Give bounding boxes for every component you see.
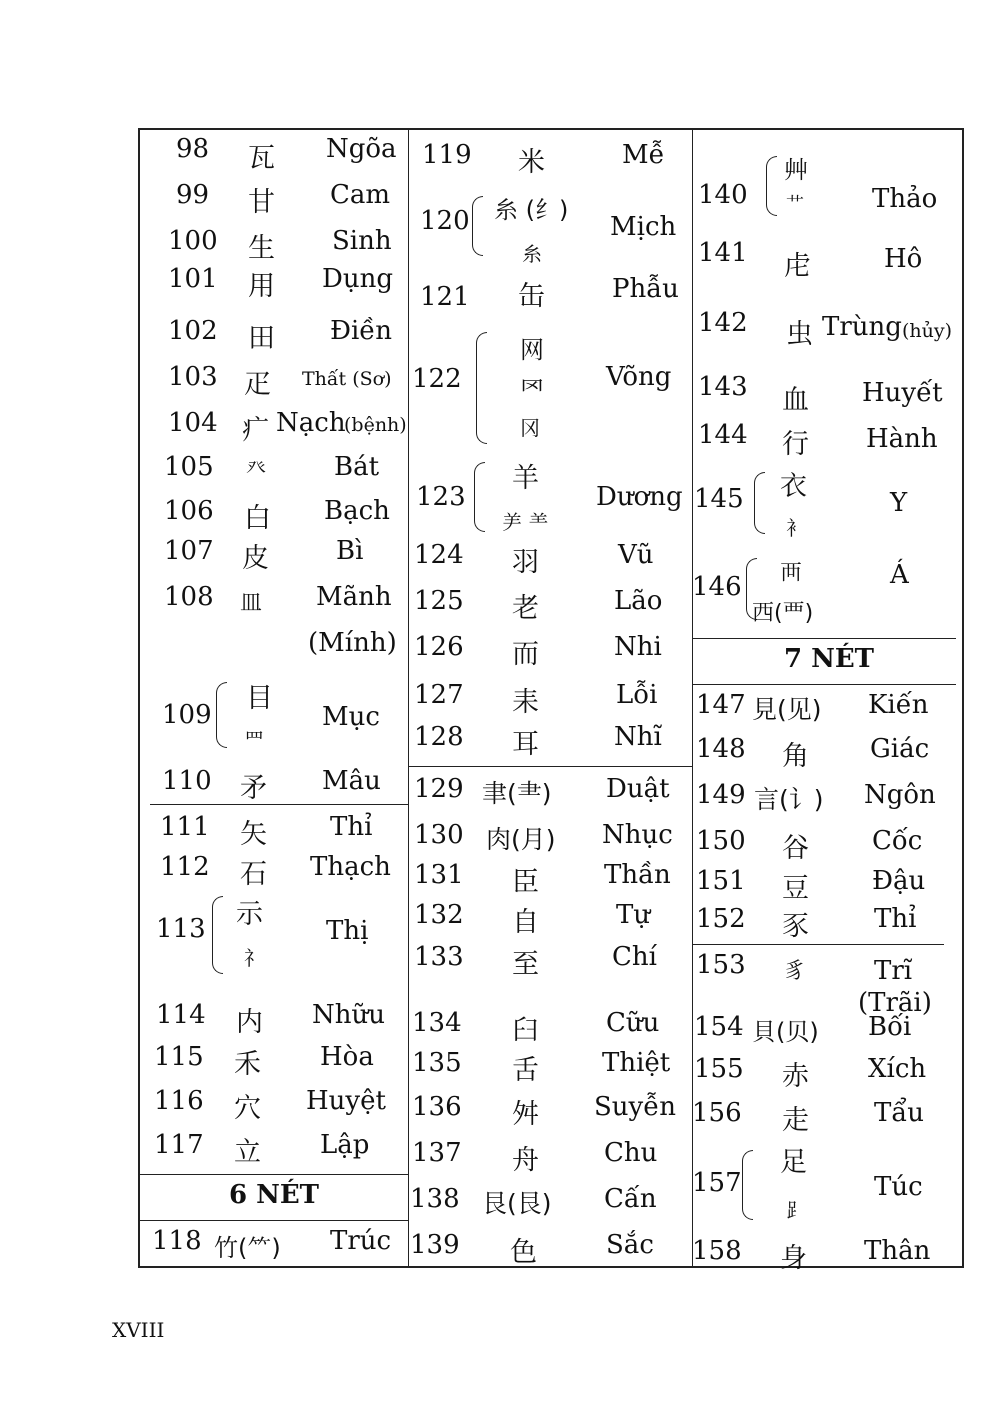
divider xyxy=(140,1174,408,1175)
radical-number: 119 xyxy=(422,140,472,170)
radical-number: 109 xyxy=(162,700,212,730)
radical-character: 矛 xyxy=(240,773,267,804)
column-2 xyxy=(408,130,693,1266)
radical-name: Giác xyxy=(870,734,930,764)
radical-number: 143 xyxy=(698,372,748,402)
radical-number: 133 xyxy=(414,942,464,972)
radical-name: Thân xyxy=(864,1236,931,1266)
radical-number: 112 xyxy=(160,852,210,882)
radical-character: 色 xyxy=(510,1237,537,1268)
radical-character: 聿(⺻) xyxy=(482,779,552,808)
radical-character: 走 xyxy=(782,1105,809,1136)
radical-number: 147 xyxy=(696,690,746,720)
radical-number: 125 xyxy=(414,586,464,616)
radical-character: 虍 xyxy=(784,251,811,282)
radical-character: 舌 xyxy=(512,1055,539,1086)
divider xyxy=(150,804,408,805)
radical-name: Mịch xyxy=(610,212,677,242)
radical-character: 穴 xyxy=(234,1093,261,1124)
radical-name: Tự xyxy=(616,900,651,930)
radical-character: 瓦 xyxy=(248,143,275,174)
radical-character: 禾 xyxy=(234,1049,261,1080)
radical-name: Kiến xyxy=(868,690,929,720)
radical-character: 豕 xyxy=(782,911,809,942)
radical-number: 105 xyxy=(164,452,214,482)
radical-number: 127 xyxy=(414,680,464,710)
radical-number: 130 xyxy=(414,820,464,850)
radical-name: Y xyxy=(890,488,908,518)
radical-number: 154 xyxy=(694,1012,744,1042)
radical-note: (hủy) xyxy=(902,320,953,342)
radical-name: Trùng xyxy=(822,312,902,342)
radical-note: (bệnh) xyxy=(344,414,407,436)
radical-name: Duật xyxy=(606,774,670,804)
radical-number: 146 xyxy=(692,572,742,602)
radical-name: Thảo xyxy=(872,184,938,214)
radical-number: 128 xyxy=(414,722,464,752)
radical-character: 耒 xyxy=(512,687,539,718)
brace xyxy=(472,196,483,256)
radical-name: Phẫu xyxy=(612,274,679,304)
radical-character: 行 xyxy=(782,429,809,460)
brace xyxy=(754,472,765,534)
radical-character: 羽 xyxy=(512,547,539,578)
radical-name: Thỉ xyxy=(330,812,373,842)
radical-character: 用 xyxy=(248,271,275,302)
radical-number: 113 xyxy=(156,914,206,944)
radical-character: 耳 xyxy=(512,729,539,760)
radical-character: 至 xyxy=(512,949,539,980)
radical-character: 身 xyxy=(780,1243,807,1274)
radical-name: Xích xyxy=(868,1054,927,1084)
radical-number: 157 xyxy=(692,1168,742,1198)
radical-character: 襾 xyxy=(780,561,803,586)
radical-character: 舛 xyxy=(512,1099,539,1130)
radical-number: 104 xyxy=(168,408,218,438)
radical-name: Đậu xyxy=(872,866,926,896)
radical-number: 145 xyxy=(694,484,744,514)
divider xyxy=(692,638,956,639)
radical-number: 148 xyxy=(696,734,746,764)
radical-character: 皿 xyxy=(240,591,263,616)
radical-name: Thiệt xyxy=(602,1048,671,1078)
radical-character: 疒 xyxy=(242,415,269,446)
radical-name: Lão xyxy=(614,586,663,616)
radical-name: Chí xyxy=(612,942,657,972)
radical-name: Điền xyxy=(330,316,393,346)
radical-number: 155 xyxy=(694,1054,744,1084)
brace xyxy=(474,462,485,532)
radical-number: 158 xyxy=(692,1236,742,1266)
radical-character: 足 xyxy=(780,1147,807,1178)
radical-variant: ⺶ ⺷ xyxy=(502,510,549,534)
radical-number: 110 xyxy=(162,766,212,796)
radical-number: 129 xyxy=(414,774,464,804)
radical-number: 122 xyxy=(412,364,462,394)
radical-name: Thỉ xyxy=(874,904,917,934)
radical-character: 虫 xyxy=(786,319,813,350)
radical-number: 149 xyxy=(696,780,746,810)
column-1 xyxy=(140,130,409,1266)
radical-character: 疋 xyxy=(244,369,271,400)
radical-name: Mục xyxy=(322,702,380,732)
radical-variant: 衤 xyxy=(786,516,806,540)
radical-number: 106 xyxy=(164,496,214,526)
radical-number: 156 xyxy=(692,1098,742,1128)
radical-name: Thạch xyxy=(310,852,391,882)
brace xyxy=(742,1150,753,1220)
radical-name: Nhi xyxy=(614,632,662,662)
radical-name: Hòa xyxy=(320,1042,374,1072)
radical-name: Bát xyxy=(334,452,380,482)
section-header-6-strokes: 6 NÉT xyxy=(228,1180,320,1210)
radical-number: 151 xyxy=(696,866,746,896)
radical-name: Lỗi xyxy=(616,680,658,710)
radical-name: Võng xyxy=(606,362,672,392)
radical-name: Suyễn xyxy=(594,1092,676,1122)
radical-number: 140 xyxy=(698,180,748,210)
radical-number: 135 xyxy=(412,1048,462,1078)
radical-character: 谷 xyxy=(782,833,809,864)
radical-name: Nạch xyxy=(276,408,346,438)
radical-name: Bì xyxy=(336,536,364,566)
page-number: XVIII xyxy=(112,1318,165,1342)
radical-character: 糸 (纟) xyxy=(494,196,569,224)
radical-name: Mãnh xyxy=(316,582,392,612)
radical-name: Cam xyxy=(330,180,391,210)
radical-name: Cốc xyxy=(872,826,923,856)
radical-character: 角 xyxy=(782,741,809,772)
radical-character: 示 xyxy=(236,899,263,930)
radical-character: 赤 xyxy=(782,1061,809,1092)
radical-character: 米 xyxy=(518,147,545,178)
radical-character: 老 xyxy=(512,593,539,624)
radical-number: 102 xyxy=(168,316,218,346)
radical-character: 見(见) xyxy=(752,695,822,724)
radical-number: 120 xyxy=(420,206,470,236)
divider xyxy=(140,1220,408,1221)
radical-character: 立 xyxy=(234,1137,261,1168)
radical-name: Túc xyxy=(874,1172,923,1202)
radical-name: Dụng xyxy=(322,264,393,294)
radical-name: Hô xyxy=(884,244,923,274)
radical-variant: 罒 xyxy=(244,728,264,752)
radical-number: 100 xyxy=(168,226,218,256)
radical-number: 121 xyxy=(420,282,470,312)
radical-character: 臼 xyxy=(512,1015,539,1046)
radical-name: Trúc xyxy=(330,1226,392,1256)
radical-character: 而 xyxy=(512,639,539,670)
divider xyxy=(408,766,692,767)
radical-character: 竹(⺮) xyxy=(214,1234,281,1262)
radical-number: 115 xyxy=(154,1042,204,1072)
radical-variant: 罓 xyxy=(520,376,544,404)
radical-number: 150 xyxy=(696,826,746,856)
radical-character: 网 xyxy=(520,336,544,364)
radical-number: 117 xyxy=(154,1130,204,1160)
radical-number: 101 xyxy=(168,264,218,294)
radical-name: Dương xyxy=(596,482,683,512)
radical-name: Huyệt xyxy=(306,1086,386,1116)
radical-name: Nhục xyxy=(602,820,673,850)
radical-number: 138 xyxy=(410,1184,460,1214)
radical-name: Hành xyxy=(866,424,938,454)
radical-character: 内 xyxy=(236,1007,263,1038)
radical-variant: 西(覀) xyxy=(752,601,814,626)
radical-character: 白 xyxy=(244,503,271,534)
radical-number: 144 xyxy=(698,420,748,450)
radical-name: Cữu xyxy=(606,1008,660,1038)
divider xyxy=(692,684,956,685)
radical-character: 肉(月) xyxy=(486,825,556,854)
radical-name: Vũ xyxy=(618,540,654,570)
radical-character: 血 xyxy=(782,385,809,416)
radical-number: 153 xyxy=(696,950,746,980)
radical-variant: 糸 xyxy=(522,242,542,266)
radical-variant: ⻊ xyxy=(786,1198,806,1222)
radical-number: 123 xyxy=(416,482,466,512)
radical-character: 羊 xyxy=(512,463,539,494)
radical-character: 衣 xyxy=(780,471,807,502)
radical-name: Ngõa xyxy=(326,134,397,164)
radical-character: 艸 xyxy=(784,156,808,184)
radical-character: 目 xyxy=(246,683,273,714)
radical-name: Tẩu xyxy=(874,1098,925,1128)
radical-alt-name: (Mính) xyxy=(308,628,397,658)
radical-alt-name: (Trãi) xyxy=(858,988,932,1018)
radical-name: Nhĩ xyxy=(614,722,662,752)
brace xyxy=(216,682,227,748)
radical-character: 缶 xyxy=(518,281,545,312)
radical-character: 貝(贝) xyxy=(752,1018,819,1046)
radical-character: 癶 xyxy=(246,456,266,480)
radical-name: Trĩ xyxy=(874,956,913,986)
radical-character: 艮(艮) xyxy=(482,1189,552,1218)
radical-name: Ngôn xyxy=(864,780,936,810)
radical-number: 116 xyxy=(154,1086,204,1116)
radical-variant: 艹 xyxy=(786,194,804,215)
radical-character: 田 xyxy=(248,323,275,354)
brace xyxy=(766,156,777,216)
radical-variant: 冈 xyxy=(520,416,540,440)
column-3 xyxy=(692,130,966,1274)
radical-name: Bối xyxy=(868,1012,912,1042)
radical-character: 甘 xyxy=(248,187,275,218)
radical-character: 豸 xyxy=(784,959,807,984)
radical-number: 114 xyxy=(156,1000,206,1030)
radical-number: 142 xyxy=(698,308,748,338)
radical-table xyxy=(138,128,964,1274)
radical-character: 言(讠) xyxy=(754,785,824,814)
radical-character: 生 xyxy=(248,233,275,264)
radical-character: 臣 xyxy=(512,867,539,898)
radical-number: 111 xyxy=(160,812,210,842)
radical-name: Mâu xyxy=(322,766,381,796)
radical-character: 石 xyxy=(240,859,267,890)
radical-number: 137 xyxy=(412,1138,462,1168)
radical-number: 152 xyxy=(696,904,746,934)
radical-number: 99 xyxy=(176,180,210,210)
radical-name: Sắc xyxy=(606,1230,654,1260)
divider xyxy=(692,944,944,945)
radical-character: 自 xyxy=(512,907,539,938)
radical-name: Lập xyxy=(320,1130,370,1160)
radical-name: Huyết xyxy=(862,378,943,408)
radical-character: 皮 xyxy=(242,543,269,574)
radical-name: Thị xyxy=(326,916,369,946)
radical-number: 132 xyxy=(414,900,464,930)
radical-number: 103 xyxy=(168,362,218,392)
radical-number: 107 xyxy=(164,536,214,566)
radical-name: Mễ xyxy=(622,140,665,170)
radical-number: 131 xyxy=(414,860,464,890)
radical-name: Cấn xyxy=(604,1184,657,1214)
section-header-7-strokes: 7 NÉT xyxy=(783,644,875,674)
radical-number: 108 xyxy=(164,582,214,612)
radical-character: 舟 xyxy=(512,1145,539,1176)
radical-number: 126 xyxy=(414,632,464,662)
radical-number: 141 xyxy=(698,238,748,268)
radical-number: 98 xyxy=(176,134,210,164)
radical-number: 136 xyxy=(412,1092,462,1122)
radical-number: 139 xyxy=(410,1230,460,1260)
radical-name: Thần xyxy=(604,860,671,890)
brace xyxy=(212,896,223,974)
radical-name: Bạch xyxy=(324,496,390,526)
radical-number: 124 xyxy=(414,540,464,570)
radical-name: Chu xyxy=(604,1138,658,1168)
radical-name: Thất (Sơ) xyxy=(302,368,392,390)
brace xyxy=(476,332,487,444)
radical-number: 134 xyxy=(412,1008,462,1038)
radical-character: 矢 xyxy=(240,819,267,850)
radical-name: Nhữu xyxy=(312,1000,385,1030)
radical-number: 118 xyxy=(152,1226,202,1256)
radical-name: Sinh xyxy=(332,226,392,256)
radical-variant: 礻 xyxy=(244,946,264,970)
radical-character: 豆 xyxy=(782,873,809,904)
radical-name: Á xyxy=(890,560,909,590)
